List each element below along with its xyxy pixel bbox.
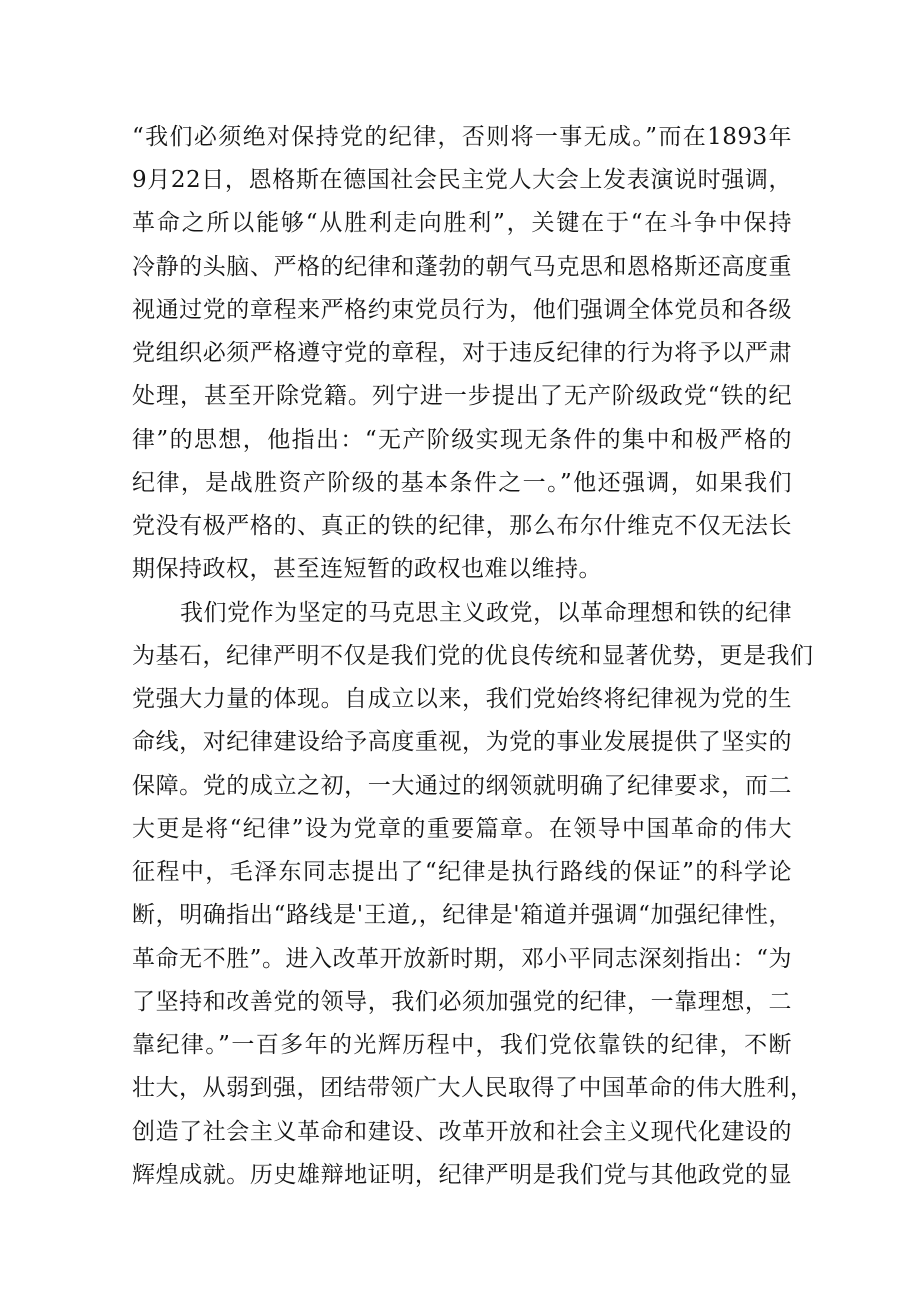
text-line: 党组织必须严格遵守党的章程，对于违反纪律的行为将予以严肃 <box>132 340 792 366</box>
text-line: 辉煌成就。历史雄辩地证明，纪律严明是我们党与其他政党的显 <box>132 1162 792 1188</box>
text-line: 党没有极严格的、真正的铁的纪律，那么布尔什维克不仅无法长 <box>132 513 792 539</box>
text-line: 征程中，毛泽东同志提出了“纪律是执行路线的保证”的科学论 <box>132 859 792 885</box>
text-line: 9月22日，恩格斯在德国社会民主党人大会上发表演说时强调， <box>132 167 792 193</box>
text-line: 纪律，是战胜资产阶级的基本条件之一。”他还强调，如果我们 <box>132 470 792 496</box>
text-line: 大更是将“纪律”设为党章的重要篇章。在领导中国革命的伟大 <box>132 816 792 842</box>
text-line: 断，明确指出“路线是'王道,，纪律是'箱道并强调“加强纪律性， <box>132 902 792 928</box>
text-line: 视通过党的章程来严格约束党员行为，他们强调全体党员和各级 <box>132 297 792 323</box>
text-line: 了坚持和改善党的领导，我们必须加强党的纪律，一靠理想，二 <box>132 989 792 1015</box>
text-line: 壮大，从弱到强，团结带领广大人民取得了中国革命的伟大胜利， <box>132 1075 814 1101</box>
text-line: 处理，甚至开除党籍。列宁进一步提出了无产阶级政党“铁的纪 <box>132 383 792 409</box>
text-line: 为基石，纪律严明不仅是我们党的优良传统和显著优势，更是我们 <box>132 643 814 669</box>
text-line: 律”的思想，他指出：“无产阶级实现无条件的集中和极严格的 <box>132 427 792 453</box>
text-line: 创造了社会主义革命和建设、改革开放和社会主义现代化建设的 <box>132 1119 792 1145</box>
text-line: “我们必须绝对保持党的纪律，否则将一事无成。”而在1893年 <box>132 124 792 150</box>
text-line: 革命之所以能够“从胜利走向胜利”，关键在于“在斗争中保持 <box>132 210 792 236</box>
text-line: 冷静的头脑、严格的纪律和蓬勃的朝气马克思和恩格斯还高度重 <box>132 254 792 280</box>
text-line: 保障。党的成立之初，一大通过的纲领就明确了纪律要求，而二 <box>132 773 792 799</box>
text-line: 命线，对纪律建设给予高度重视，为党的事业发展提供了坚实的 <box>132 729 792 755</box>
text-line: 期保持政权，甚至连短暂的政权也难以维持。 <box>132 556 602 582</box>
text-line: 靠纪律。”一百多年的光辉历程中，我们党依靠铁的纪律，不断 <box>132 1032 792 1058</box>
text-line: 革命无不胜”。进入改革开放新时期，邓小平同志深刻指出：“为 <box>132 946 792 972</box>
paragraph-first-line: 我们党作为坚定的马克思主义政党，以革命理想和铁的纪律 <box>180 600 792 626</box>
text-line: 党强大力量的体现。自成立以来，我们党始终将纪律视为党的生 <box>132 686 792 712</box>
